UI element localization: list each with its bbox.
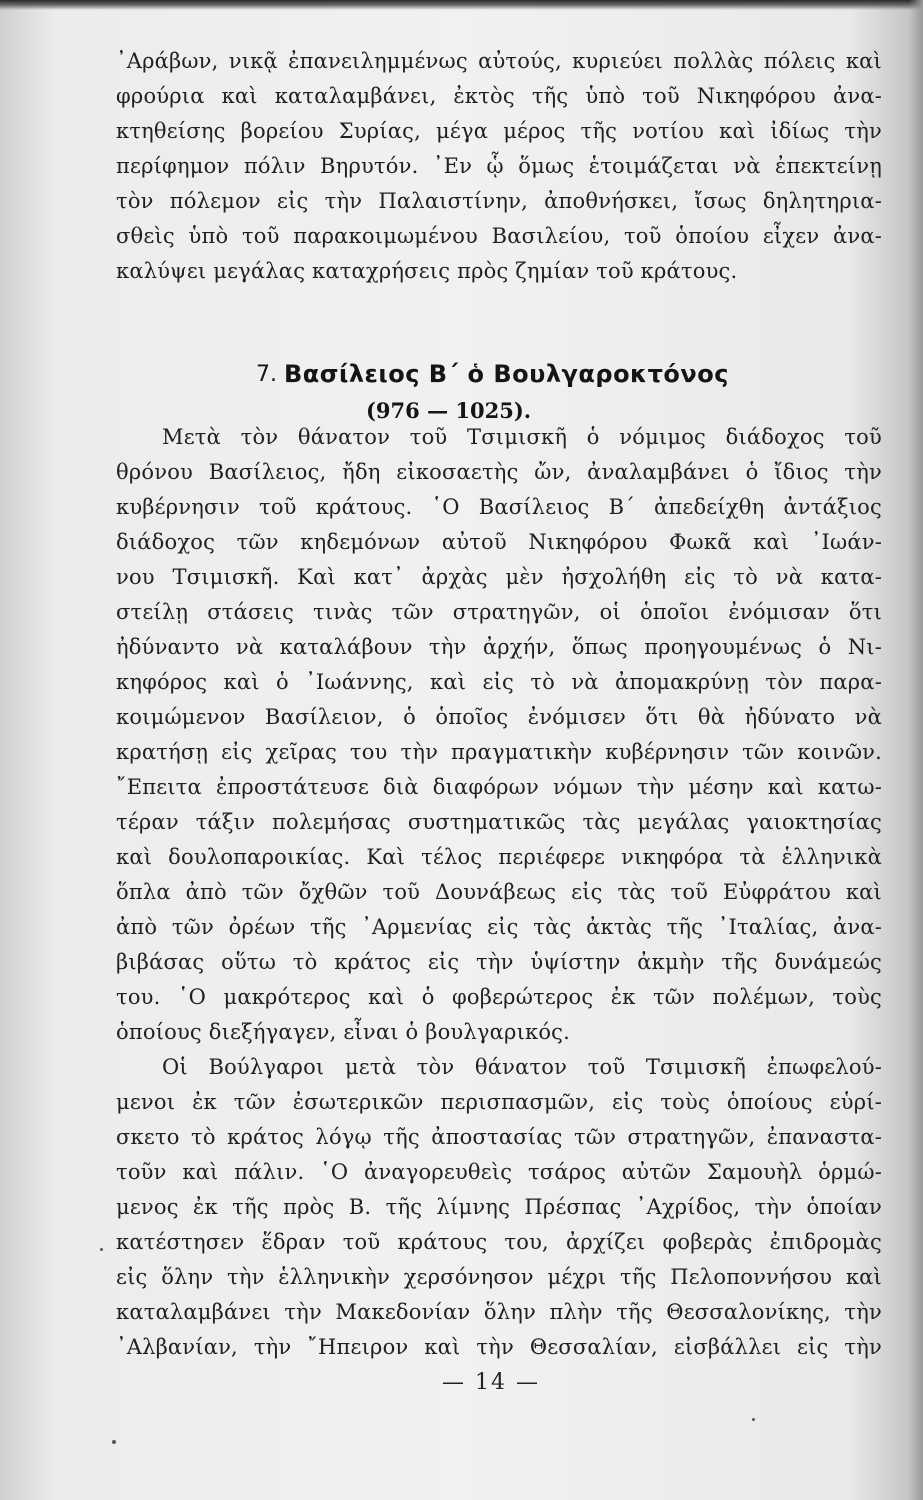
text-line: ὅπλα ἀπὸ τῶν ὄχθῶν τοῦ Δουνάβεως εἰς τὰς τοῦ Εὐφράτου καὶ: [116, 880, 882, 904]
text-line: θρόνου Βασίλειος, ἤδη εἰκοσαετὴς ὤν, ἀναλαμβάνει ὁ ἴδιος τὴν: [116, 460, 882, 484]
text-line: φρούρια καὶ καταλαμβάνει, ἐκτὸς τῆς ὑπὸ τοῦ Νικηφόρου ἀνα-: [116, 84, 882, 108]
section-dates: (976 — 1025).: [366, 398, 532, 423]
text-line: καλύψει μεγάλας καταχρήσεις πρὸς ζημίαν τοῦ κράτους.: [116, 259, 738, 283]
text-line: κοιμώμενον Βασίλειον, ὁ ὁποῖος ἐνόμισεν ὅτι θὰ ἠδύνατο νὰ: [116, 705, 882, 729]
text-line: του. ῾Ο μακρότερος καὶ ὁ φοβερώτερος ἐκ τῶν πολέμων, τοὺς: [116, 985, 882, 1009]
section-title: Βασίλειος Β΄ ὁ Βουλγαροκτόνος: [284, 360, 729, 388]
text-line: κρατήσῃ εἰς χεῖρας του τὴν πραγματικὴν κυβέρνησιν τῶν κοινῶν.: [116, 740, 882, 764]
text-line: ᾿Αράβων, νικᾷ ἐπανειλημμένως αὐτούς, κυριεύει πολλὰς πόλεις καὶ: [116, 49, 882, 73]
scan-speck: [100, 1248, 103, 1251]
text-line: τοῦν καὶ πάλιν. ῾Ο ἀναγορευθεὶς τσάρος αὐτῶν Σαμουὴλ ὁρμώ-: [116, 1160, 882, 1184]
text-line: Μετὰ τὸν θάνατον τοῦ Τσιμισκῆ ὁ νόμιμος διάδοχος τοῦ: [162, 425, 882, 449]
text-line: ἀπὸ τῶν ὀρέων τῆς ᾿Αρμενίας εἰς τὰς ἀκτὰς τῆς ᾿Ιταλίας, ἀνα-: [116, 915, 882, 939]
section-body: [116, 420, 882, 1365]
text-line: ὁποίους διεξήγαγεν, εἶναι ὁ βουλγαρικός.: [116, 1020, 571, 1044]
scan-right-edge: [909, 0, 923, 1500]
text-line: τέραν τάξιν πολεμήσας συστηματικῶς τὰς μεγάλας γαιοκτησίας: [116, 810, 882, 834]
text-line: περίφημον πόλιν Βηρυτόν. ᾿Εν ᾧ ὅμως ἑτοιμάζεται νὰ ἐπεκτείνῃ: [116, 154, 882, 178]
text-line: διάδοχος τῶν κηδεμόνων αὐτοῦ Νικηφόρου Φωκᾶ καὶ ᾿Ιωάν-: [116, 530, 882, 554]
text-line: καὶ δουλοπαροικίας. Καὶ τέλος περιέφερε νικηφόρα τὰ ἑλληνικὰ: [116, 845, 882, 869]
text-line: νου Τσιμισκῆ. Καὶ κατ᾿ ἀρχὰς μὲν ἠσχολήθη εἰς τὸ νὰ κατα-: [116, 565, 882, 589]
text-line: ᾿Αλβανίαν, τὴν ῎Ηπειρον καὶ τὴν Θεσσαλίαν, εἰσβάλλει εἰς τὴν: [116, 1335, 882, 1359]
text-line: κατέστησεν ἕδραν τοῦ κράτους του, ἀρχίζει φοβερὰς ἐπιδρομὰς: [116, 1230, 882, 1254]
text-line: στείλῃ στάσεις τινὰς τῶν στρατηγῶν, οἱ ὁποῖοι ἐνόμισαν ὅτι: [116, 600, 882, 624]
text-line: ῎Επειτα ἐπροστάτευσε διὰ διαφόρων νόμων τὴν μέσην καὶ κατω-: [116, 775, 882, 799]
text-line: εἰς ὅλην τὴν ἑλληνικὴν χερσόνησον μέχρι τῆς Πελοποννήσου καὶ: [116, 1265, 882, 1289]
text-line: μενος ἐκ τῆς πρὸς Β. τῆς λίμνης Πρέσπας ᾿Αχρίδος, τὴν ὁποίαν: [116, 1195, 882, 1219]
page-number: — 14 —: [442, 1370, 540, 1395]
text-line: μενοι ἐκ τῶν ἐσωτερικῶν περισπασμῶν, εἰς τοὺς ὁποίους εὑρί-: [116, 1090, 882, 1114]
text-line: κτηθείσης βορείου Συρίας, μέγα μέρος τῆς νοτίου καὶ ἰδίως τὴν: [116, 119, 882, 143]
scan-top-edge: [0, 0, 923, 10]
scan-speck: [112, 1440, 116, 1444]
text-line: καταλαμβάνει τὴν Μακεδονίαν ὅλην πλὴν τῆς Θεσσαλονίκης, τὴν: [116, 1300, 882, 1324]
text-line: Οἱ Βούλγαροι μετὰ τὸν θάνατον τοῦ Τσιμισκῆ ἐπωφελού-: [162, 1055, 882, 1079]
section-number: 7.: [256, 362, 277, 387]
text-line: κηφόρος καὶ ὁ ᾿Ιωάννης, καὶ εἰς τὸ νὰ ἀπομακρύνῃ τὸν παρα-: [116, 670, 882, 694]
scan-speck: [752, 1418, 755, 1421]
text-line: σκετο τὸ κράτος λόγῳ τῆς ἀποστασίας τῶν στρατηγῶν, ἐπαναστα-: [116, 1125, 882, 1149]
text-line: τὸν πόλεμον εἰς τὴν Παλαιστίνην, ἀποθνήσκει, ἴσως δηλητηρια-: [116, 189, 882, 213]
text-line: ἠδύναντο νὰ καταλάβουν τὴν ἀρχήν, ὅπως προηγουμένως ὁ Νι-: [116, 635, 882, 659]
text-line: βιβάσας οὕτω τὸ κράτος εἰς τὴν ὑψίστην ἀκμὴν τῆς δυνάμεώς: [116, 950, 882, 974]
continued-paragraph: [116, 44, 882, 289]
text-line: σθεὶς ὑπὸ τοῦ παρακοιμωμένου Βασιλείου, τοῦ ὁποίου εἶχεν ἀνα-: [116, 224, 882, 248]
text-line: κυβέρνησιν τοῦ κράτους. ῾Ο Βασίλειος Β΄ ἀπεδείχθη ἀντάξιος: [116, 495, 882, 519]
